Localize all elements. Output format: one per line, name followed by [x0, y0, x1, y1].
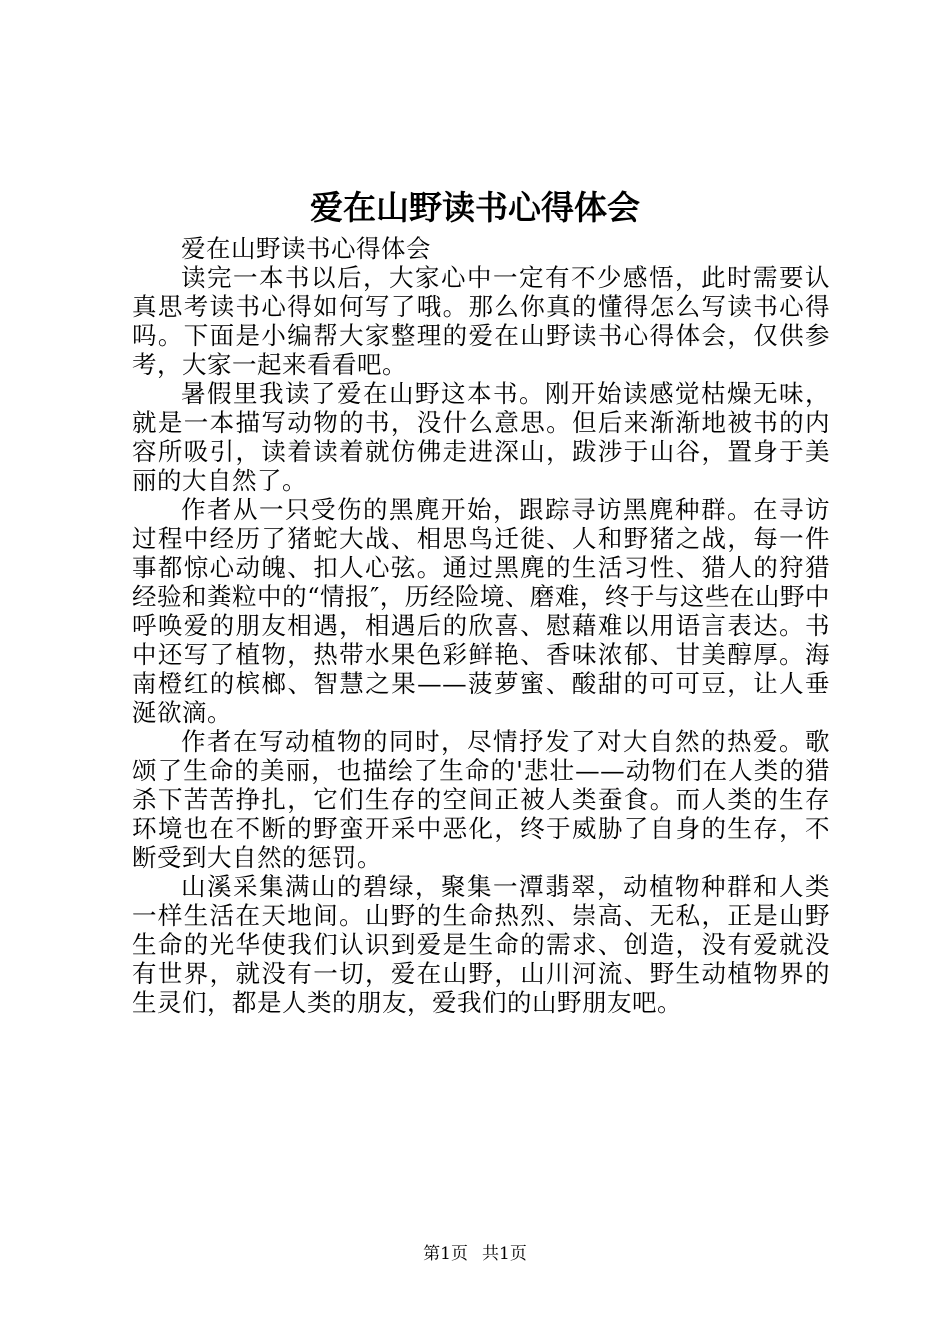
paragraph-intro: 读完一本书以后，大家心中一定有不少感悟，此时需要认真思考读书心得如何写了哦。那么你真的懂得怎么写读书心得吗。下面是小编帮大家整理的爱在山野读书心得体会，仅供参考，大家一起来看看吧。 [132, 263, 830, 379]
paragraph-subtitle: 爱在山野读书心得体会 [181, 234, 431, 263]
page-number: 第1页 [423, 1244, 468, 1264]
paragraph: 暑假里我读了爱在山野这本书。刚开始读感觉枯燥无味，就是一本描写动物的书，没什么意思。但后来渐渐地被书的内容所吸引，读着读着就仿佛走进深山，跋涉于山谷，置身于美丽的大自然了。 [132, 379, 830, 495]
paragraph: 作者从一只受伤的黑麂开始，跟踪寻访黑麂种群。在寻访过程中经历了猪蛇大战、相思鸟迁徙、人和野猪之战，每一件事都惊心动魄、扣人心弦。通过黑麂的生活习性、猎人的狩猎经验和粪粒中的“情报″，历经险境、磨难，终于与这些在山野中呼唤爱的朋友相遇，相遇后的欣喜、慰藉难以用语言表达。书中还写了植物，热带水果色彩鲜艳、香味浓郁、甘美醇厚。海南橙红的槟榔、智慧之果——菠萝蜜、酸甜的可可豆，让人垂涎欲滴。 [132, 495, 830, 727]
paragraph: 作者在写动植物的同时，尽情抒发了对大自然的热爱。歌颂了生命的美丽，也描绘了生命的'悲壮——动物们在人类的猎杀下苦苦挣扎，它们生存的空间正被人类蚕食。而人类的生存环境也在不断的野蛮开采中恶化，终于威胁了自身的生存，不断受到大自然的惩罚。 [132, 727, 830, 872]
page-footer [0, 1242, 950, 1266]
document-title: 爱在山野读书心得体会 [310, 188, 640, 227]
paragraph: 山溪采集满山的碧绿，聚集一潭翡翠，动植物种群和人类一样生活在天地间。山野的生命热烈、崇高、无私，正是山野生命的光华使我们认识到爱是生命的需求、创造，没有爱就没有世界，就没有一切，爱在山野，山川河流、野生动植物界的生灵们，都是人类的朋友，爱我们的山野朋友吧。 [132, 872, 830, 1017]
page-total: 共1页 [482, 1244, 527, 1264]
document-body [132, 234, 830, 1017]
